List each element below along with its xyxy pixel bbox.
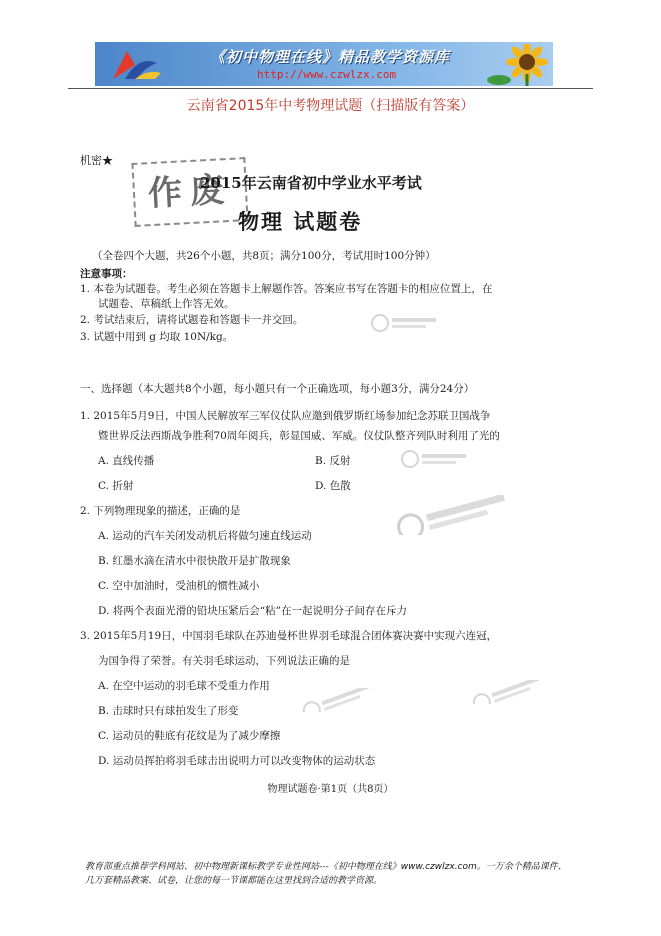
watermark-logo-icon [300, 688, 380, 712]
notice-heading: 注意事项： [80, 268, 133, 280]
question-2-option-a: A. 运动的汽车关闭发动机后将做匀速直线运动 [98, 530, 312, 542]
question-1-option-d: D. 色散 [315, 480, 351, 492]
question-3-option-a: A. 在空中运动的羽毛球不受重力作用 [98, 680, 270, 692]
bottom-note [85, 860, 605, 888]
question-1-option-a: A. 直线传播 [98, 455, 155, 467]
page-footer: 物理试题卷·第1页（共8页） [267, 784, 394, 795]
banner-title: 《初中物理在线》精品教学资源库 [210, 48, 451, 66]
exam-title: 2015年云南省初中学业水平考试 [200, 174, 422, 192]
void-stamp: 作废 [131, 157, 248, 227]
exam-info: （全卷四个大题，共26个小题，共8页；满分100分，考试用时100分钟） [92, 250, 436, 262]
banner-url[interactable]: http://www.czwlzx.com [257, 68, 397, 81]
question-3-option-b: B. 击球时只有球拍发生了形变 [98, 705, 239, 717]
subject-title: 物理 试题卷 [238, 209, 363, 234]
watermark-logo-icon [395, 495, 515, 535]
notice-item: 2. 考试结束后，请将试题卷和答题卡一并交回。 [80, 314, 304, 326]
question-1-line: 暨世界反法西斯战争胜利70周年阅兵，彰显国威、军威。仪仗队整齐列队时利用了光的 [98, 430, 500, 442]
bottom-note-line: 几万套精品教案、试卷，让您的每一节课都能在这里找到合适的教学资源。 [85, 876, 383, 886]
sunflower-icon [479, 44, 549, 86]
site-banner [95, 42, 553, 86]
watermark-logo-icon [400, 448, 470, 470]
site-logo-icon [105, 45, 165, 83]
question-2-line: 2. 下列物理现象的描述，正确的是 [80, 505, 241, 517]
question-3-line: 3. 2015年5月19日，中国羽毛球队在苏迪曼杯世界羽毛球混合团体赛决赛中实现六连冠， [80, 630, 498, 642]
question-2-option-b: B. 红墨水滴在清水中很快散开是扩散现象 [98, 555, 291, 567]
notice-item: 1. 本卷为试题卷。考生必须在答题卡上解题作答。答案应书写在答题卡的相应位置上，在 [80, 283, 493, 295]
question-2-option-c: C. 空中加油时，受油机的惯性减小 [98, 580, 260, 592]
document-title: 云南省2015年中考物理试题（扫描版有答案） [186, 98, 475, 114]
bottom-note-line: 教育部重点推荐学科网站、初中物理新课标教学专业性网站---《初中物理在线》www.czwlzx.com。一万余个精品课件、 [85, 862, 567, 872]
watermark-logo-icon [370, 312, 440, 334]
question-1-line: 1. 2015年5月9日，中国人民解放军三军仪仗队应邀到俄罗斯红场参加纪念苏联卫国战争 [80, 410, 491, 422]
question-3-line: 为国争得了荣誉。有关羽毛球运动，下列说法正确的是 [98, 655, 350, 667]
section-heading: 一、选择题（本大题共8个小题，每小题只有一个正确选项，每小题3分，满分24分） [80, 383, 475, 395]
question-2-option-d: D. 将两个表面光滑的铅块压紧后会“粘”在一起说明分子间存在斥力 [98, 605, 407, 617]
secret-label: 机密★ [80, 154, 113, 167]
header-rule [68, 88, 593, 89]
question-3-option-d: D. 运动员挥拍将羽毛球击出说明力可以改变物体的运动状态 [98, 755, 376, 767]
question-1-option-c: C. 折射 [98, 480, 134, 492]
notice-item: 试题卷、草稿纸上作答无效。 [98, 298, 235, 310]
notice-item: 3. 试题中用到 g 均取 10N/kg。 [80, 331, 234, 343]
question-1-option-b: B. 反射 [315, 455, 351, 467]
watermark-logo-icon [470, 680, 550, 704]
question-3-option-c: C. 运动员的鞋底有花纹是为了减少摩擦 [98, 730, 281, 742]
